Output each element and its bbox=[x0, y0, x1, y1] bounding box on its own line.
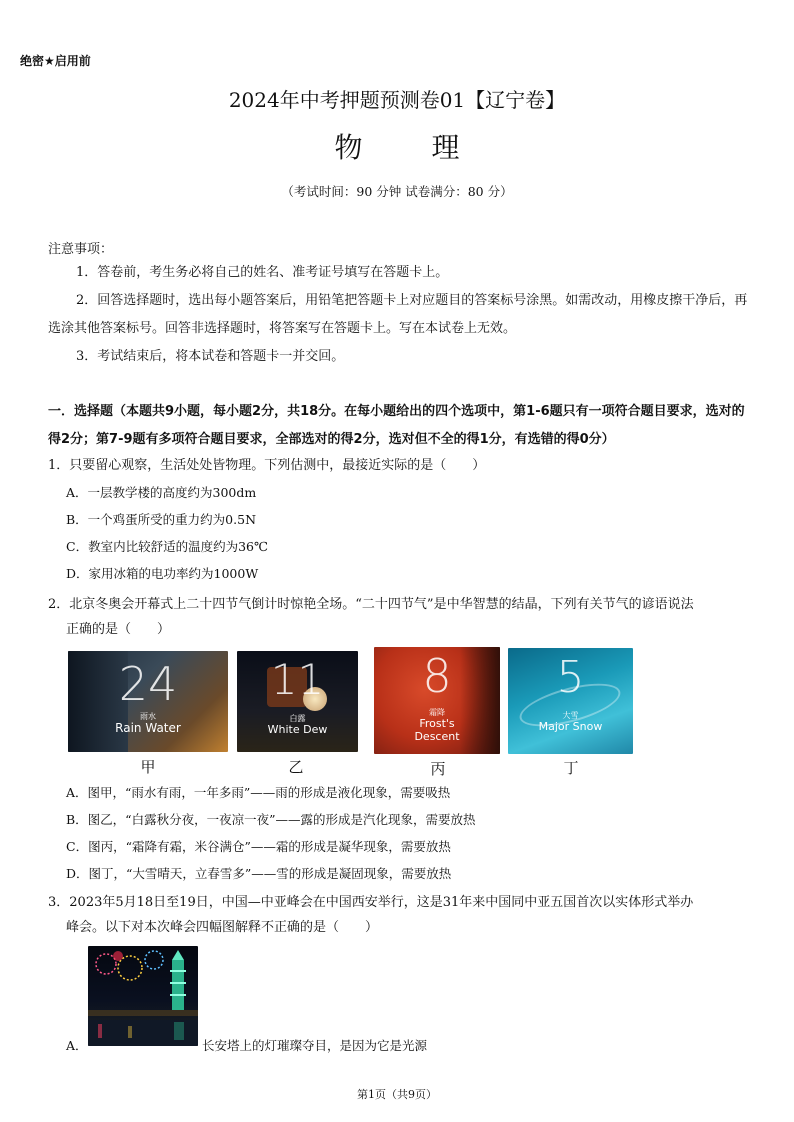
solar-term-en: Major Snow bbox=[538, 720, 603, 733]
question-2-stem-cont: 正确的是（ ） bbox=[66, 622, 171, 637]
q2-option-d: D．图丁，“大雪晴天，立春雪多”——雪的形成是凝固现象，需要放热 bbox=[66, 866, 452, 881]
solar-term-cn: 大雪 bbox=[562, 711, 579, 720]
image-frosts-descent bbox=[374, 647, 500, 754]
exam-info: （考试时间：90 分钟 试卷满分：80 分） bbox=[281, 184, 513, 199]
top-secret-label: 绝密★启用前 bbox=[20, 54, 91, 68]
solar-term-cn: 霜降 bbox=[429, 708, 445, 717]
q2-option-a: A．图甲，“雨水有雨，一年多雨”——雨的形成是液化现象，需要吸热 bbox=[66, 785, 451, 800]
q1-option-b: B．一个鸡蛋所受的重力约为0.5N bbox=[66, 512, 257, 527]
solar-term-cn: 雨水 bbox=[140, 712, 156, 721]
question-3-stem: 3．2023年5月18日至19日，中国—中亚峰会在中国西安举行，这是31年来中国同中亚五国首次以实体形式举办 bbox=[48, 895, 694, 910]
notice-item: 3．考试结束后，将本试卷和答题卡一并交回。 bbox=[76, 349, 345, 364]
exam-title: 2024年中考押题预测卷01【辽宁卷】 bbox=[228, 88, 566, 112]
solar-term-number: 11 bbox=[270, 655, 325, 704]
image-white-dew bbox=[237, 651, 358, 752]
solar-term-number: 24 bbox=[118, 657, 178, 711]
solar-term-en: White Dew bbox=[267, 723, 328, 736]
image-caption: 甲 bbox=[140, 758, 156, 776]
notice-item: 2．回答选择题时，选出每小题答案后，用铅笔把答题卡上对应题目的答案标号涂黑。如需改动，用橡皮擦干净后，再选涂其他答案标号。回答非选择题时，将答案写在答题卡上。写在本试卷上无效。 bbox=[48, 293, 748, 336]
image-changan-tower bbox=[88, 946, 198, 1046]
question-1-stem: 1．只要留心观察，生活处处皆物理。下列估测中，最接近实际的是（ ） bbox=[48, 458, 486, 473]
q2-option-b: B．图乙，“白露秋分夜，一夜凉一夜”——露的形成是汽化现象，需要放热 bbox=[66, 812, 476, 827]
question-3-stem-cont: 峰会。以下对本次峰会四幅图解释不正确的是（ ） bbox=[66, 920, 379, 935]
subject-title: 物 理 bbox=[334, 131, 490, 164]
image-caption: 丁 bbox=[563, 759, 579, 777]
q3-option-a-label: A． bbox=[66, 1038, 88, 1053]
notice-item: 1．答卷前，考生务必将自己的姓名、准考证号填写在答题卡上。 bbox=[76, 265, 449, 280]
notice-list bbox=[48, 259, 748, 371]
image-major-snow bbox=[508, 648, 633, 754]
q2-option-c: C．图丙，“霜降有霜，米谷满仓”——霜的形成是凝华现象，需要放热 bbox=[66, 839, 451, 854]
solar-term-en: Frost's Descent bbox=[414, 717, 460, 743]
q1-option-d: D．家用冰箱的电功率约为1000W bbox=[66, 566, 259, 581]
page-number: 第1页（共9页） bbox=[357, 1088, 437, 1101]
solar-term-number: 8 bbox=[422, 649, 452, 703]
solar-term-number: 5 bbox=[556, 652, 585, 703]
image-caption: 乙 bbox=[288, 758, 304, 776]
section-heading: 一．选择题（本题共9小题，每小题2分，共18分。在每小题给出的四个选项中，第1-6题只有一项符合题目要求，选对的得2分；第7-9题有多项符合题目要求，全部选对的得2分，选对但不全的得1分，有选错的得0分） bbox=[48, 404, 745, 447]
solar-term-cn: 白露 bbox=[289, 714, 306, 723]
image-caption: 丙 bbox=[430, 760, 446, 778]
solar-term-en: Rain Water bbox=[115, 721, 181, 735]
image-rain-water bbox=[68, 651, 228, 752]
notice-heading: 注意事项： bbox=[48, 242, 114, 257]
q1-option-c: C．教室内比较舒适的温度约为36℃ bbox=[66, 539, 268, 554]
q1-option-a: A．一层教学楼的高度约为300dm bbox=[66, 485, 257, 500]
fireworks-illustration bbox=[88, 946, 198, 1046]
q3-option-a-text: 长安塔上的灯璀璨夺目，是因为它是光源 bbox=[202, 1038, 428, 1053]
question-2-stem: 2．北京冬奥会开幕式上二十四节气倒计时惊艳全场。“二十四节气”是中华智慧的结晶，下列有关节气的谚语说法 bbox=[48, 597, 694, 612]
